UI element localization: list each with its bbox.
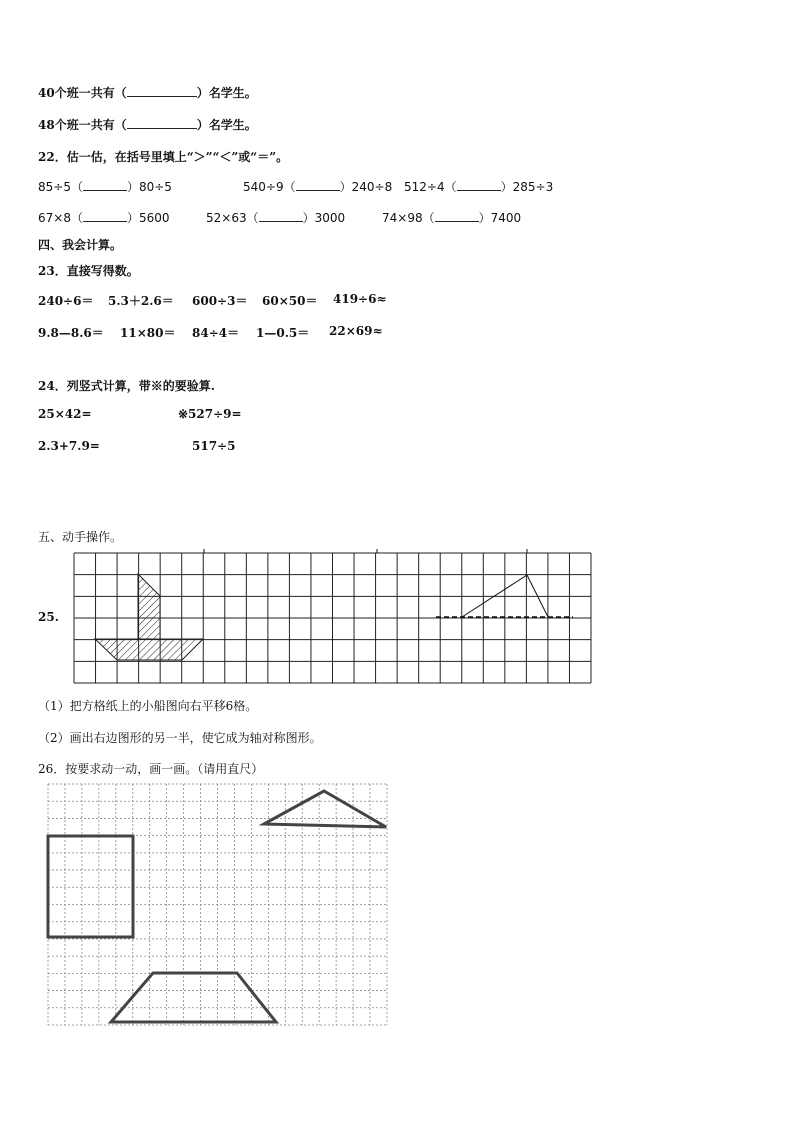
q22-compare-item: 540÷9（ ）240÷8 [243,180,393,194]
q23-calc-item: 9.8—8.6＝ [38,326,104,340]
q23-calc-item: 60×50＝ [262,294,318,308]
q26-title: 26．按要求动一动，画一画。（请用直尺） [38,762,264,776]
section-4-title: 四、我会计算。 [38,238,123,252]
q22-title: 22．估一估，在括号里填上“＞”“＜”或“＝”。 [38,150,289,164]
q25-task-1: （1）把方格纸上的小船图向右平移6格。 [38,699,258,713]
q25-task-2: （2）画出右边图形的另一半，使它成为轴对称图形。 [38,731,322,745]
q23-calc-item: 419÷6≈ [333,292,387,306]
q23-calc-item: 84÷4＝ [192,326,240,340]
q22-compare-item: 67×8（ ）5600 [38,211,170,225]
q24-calc-item: 517÷5 [192,439,236,453]
q24-calc-item: 25×42= [38,407,92,421]
q23-calc-item: 240÷6＝ [38,294,94,308]
q24-title: 24．列竖式计算，带※的要验算. [38,379,215,393]
q23-calc-item: 1—0.5＝ [256,326,310,340]
q23-title: 23．直接写得数。 [38,264,139,278]
q23-calc-item: 11×80＝ [120,326,176,340]
q23-calc-item: 5.3＋2.6＝ [108,294,174,308]
q26-triangle [264,791,386,827]
q21-line-48-classes: 48个班一共有（ ）名学生。 [38,118,257,132]
q22-compare-item: 85÷5（ ）80÷5 [38,180,172,194]
section-5-title: 五、动手操作。 [38,530,123,544]
q22-compare-item: 52×63（ ）3000 [206,211,346,225]
q24-calc-item: ※527÷9= [178,407,242,421]
q25-number: 25. [38,610,59,624]
q21-line-40-classes: 40个班一共有（ ）名学生。 [38,86,257,100]
q23-calc-item: 22×69≈ [329,324,383,338]
q24-calc-item: 2.3+7.9= [38,439,100,453]
q23-calc-item: 600÷3＝ [192,294,248,308]
q22-compare-item: 74×98（ ）7400 [382,211,522,225]
q22-compare-item: 512÷4（ ）285÷3 [404,180,554,194]
